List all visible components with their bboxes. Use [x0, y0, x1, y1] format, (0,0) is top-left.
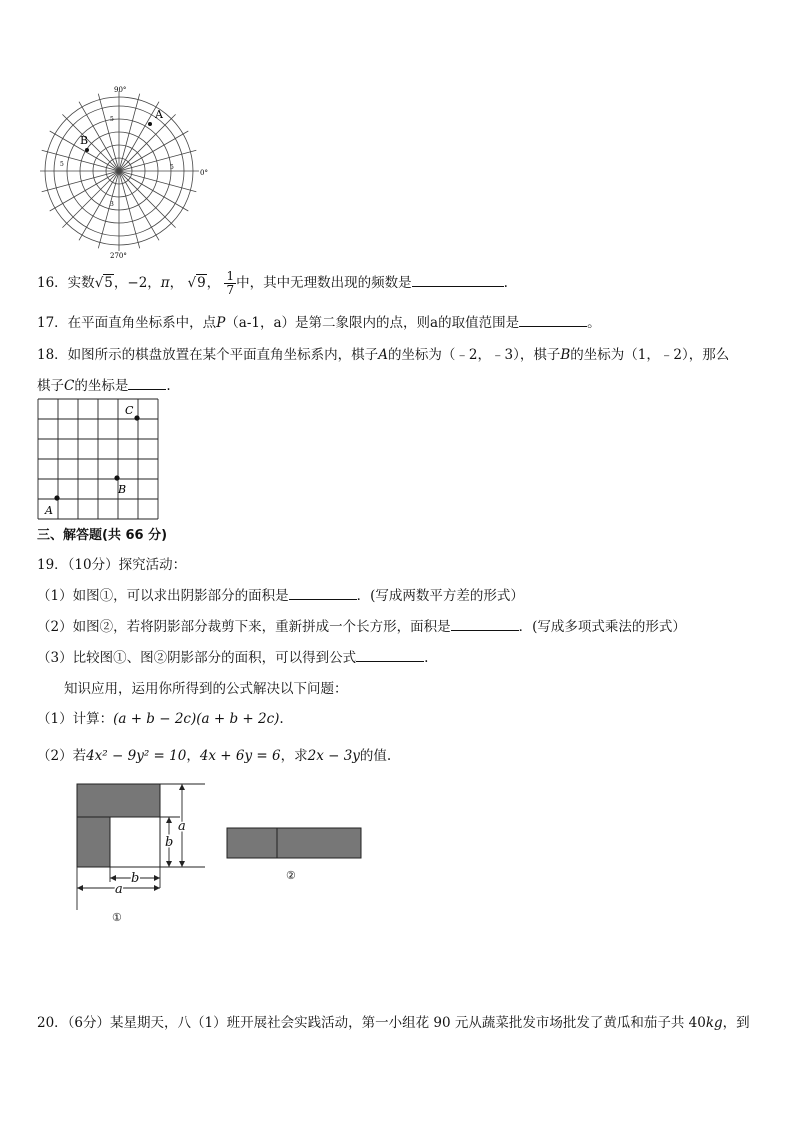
polar-label-270: 270°	[110, 252, 127, 260]
q19-p3-text: （3）比较图①、图②阴影部分的面积，可以得到公式	[37, 650, 357, 666]
sqrt-5: √5	[94, 275, 113, 291]
piece-c	[134, 415, 139, 420]
fraction-denominator: 7	[226, 283, 235, 297]
q16-pi: π	[160, 275, 170, 291]
polar-point-B-label: B	[80, 134, 89, 147]
q18-text-2b: 的坐标是	[74, 378, 129, 394]
piece-b	[114, 475, 119, 480]
answer-blank-17[interactable]	[519, 312, 587, 327]
polar-radial-line	[119, 171, 159, 240]
question-19-calc2	[37, 744, 391, 764]
q19-p2-hint: ．(写成多项式乘法的形式）	[518, 619, 686, 635]
q17-point-p: P	[216, 315, 226, 331]
answer-blank-16[interactable]	[412, 272, 504, 287]
question-18-line2	[37, 374, 171, 394]
fig1-caption: ①	[112, 911, 122, 924]
polar-radial-line	[119, 102, 159, 171]
polar-ring-label-3-bottom: 3	[110, 201, 114, 208]
chessboard-figure	[37, 398, 161, 520]
q20-text-b: ，到	[722, 1015, 750, 1031]
fraction-numerator: 1	[226, 269, 235, 283]
q17-text-a: 17．在平面直角坐标系中，点	[37, 315, 217, 331]
q18-text-2a: 棋子	[37, 378, 64, 394]
question-19-calc1	[37, 707, 284, 727]
q18-piece-a: A	[378, 347, 388, 363]
q19-p2-text: （2）如图②，若将阴影部分裁剪下来，重新拼成一个长方形，面积是	[37, 619, 451, 635]
question-17	[37, 311, 601, 331]
polar-radial-line	[119, 131, 188, 171]
q16-end: .	[503, 275, 508, 291]
fig1-shaded-left	[77, 817, 110, 867]
polar-point-B	[85, 148, 89, 152]
fig1-label-b-bottom: b	[131, 871, 140, 886]
polar-coordinate-figure	[40, 84, 240, 264]
sqrt-9: √9	[187, 275, 206, 291]
q19-p1-hint: ．(写成两数平方差的形式）	[356, 588, 524, 604]
answer-blank-18[interactable]	[128, 375, 166, 390]
piece-a-label: A	[45, 504, 53, 517]
fig2-rect-right	[277, 828, 361, 858]
answer-blank-19-3[interactable]	[356, 647, 424, 662]
question-19-part1	[37, 584, 524, 604]
fig1-label-b-right: b	[165, 835, 174, 850]
q19-c2-sep: ，	[186, 748, 200, 764]
answer-blank-19-1[interactable]	[289, 585, 357, 600]
q19-c2-ask: ，求	[280, 748, 308, 764]
q20-text-a: 20．（6分）某星期天，八（1）班开展社会实践活动，第一小组花 90 元从蔬菜批发市场批发了黄瓜和茄子共 40	[37, 1015, 706, 1031]
q20-unit-kg: kg	[705, 1015, 723, 1031]
polar-radial-line	[119, 171, 188, 211]
q18-end: .	[166, 378, 171, 394]
q16-suffix: 中，其中无理数出现的频数是	[236, 275, 412, 291]
sqrt-9-radicand: 9	[197, 275, 206, 291]
polar-radial-line	[119, 171, 176, 228]
q18-piece-b: B	[560, 347, 571, 363]
fig1-label-a-right: a	[178, 819, 186, 834]
q19-p3-end: .	[424, 650, 429, 666]
fig2-rect-left	[227, 828, 277, 858]
q19-c1-expression: (a + b − 2c)(a + b + 2c)	[113, 711, 280, 727]
question-19-apply: 知识应用，运用你所得到的公式解决以下问题：	[64, 681, 348, 697]
fig1-label-a-bottom: a	[115, 882, 123, 897]
question-19-part3	[37, 646, 428, 666]
q18-text-1: 18．如图所示的棋盘放置在某个平面直角坐标系内，棋子	[37, 347, 379, 363]
sqrt-5-radicand: 5	[104, 275, 113, 291]
piece-b-label: B	[118, 483, 127, 496]
piece-a	[54, 495, 59, 500]
section-3-title: 三、解答题(共 66 分)	[37, 528, 168, 543]
q18-text-1b: 的坐标为（﹣2，﹣3），棋子	[387, 347, 561, 363]
figure-2	[222, 824, 367, 884]
question-18-line1	[37, 343, 729, 363]
polar-ring-label-5-right: 5	[170, 164, 174, 171]
q18-text-1c: 的坐标为（1，﹣2），那么	[570, 347, 730, 363]
fig1-shaded-top	[77, 784, 160, 817]
fig1-white-square	[110, 817, 160, 867]
q16-neg2: ，−2，	[113, 275, 161, 291]
q16-sep: ，	[169, 275, 184, 291]
polar-point-A	[148, 122, 152, 126]
q19-c1-end: .	[279, 711, 284, 727]
polar-radial-line	[62, 171, 119, 228]
q19-c2-expression-2: 4x + 6y = 6	[199, 748, 281, 764]
q16-prefix: 16．实数	[37, 275, 95, 291]
piece-c-label: C	[125, 404, 134, 417]
polar-label-0: 0°	[200, 169, 208, 177]
q19-c1-label: （1）计算：	[37, 711, 114, 727]
q19-c2-expression-1: 4x² − 9y² = 10	[86, 748, 187, 764]
question-19-part2	[37, 615, 686, 635]
fig2-caption: ②	[286, 869, 296, 882]
q18-piece-c: C	[64, 378, 75, 394]
polar-ring-label-5-left: 5	[60, 161, 64, 168]
q19-p1-text: （1）如图①，可以求出阴影部分的面积是	[37, 588, 289, 604]
figure-1	[70, 778, 220, 926]
polar-ring-label-5-top: 5	[110, 116, 114, 123]
q19-c2-label: （2）若	[37, 748, 87, 764]
answer-blank-19-2[interactable]	[451, 616, 519, 631]
q17-end: 。	[587, 315, 601, 331]
polar-radial-line	[50, 171, 119, 211]
q16-sep2: ，	[206, 275, 221, 291]
polar-label-90: 90°	[114, 86, 127, 94]
question-16	[37, 270, 508, 297]
q19-c2-expression-3: 2x − 3y	[307, 748, 360, 764]
polar-point-A-label: A	[155, 108, 163, 121]
q17-text-b: （a-1，a）是第二象限内的点，则a的取值范围是	[225, 315, 520, 331]
question-19-title: 19．（10分）探究活动：	[37, 557, 187, 573]
fraction-one-seventh	[224, 270, 236, 297]
q19-c2-end: 的值.	[359, 748, 392, 764]
question-20	[37, 1011, 750, 1031]
polar-radial-line	[119, 114, 176, 171]
